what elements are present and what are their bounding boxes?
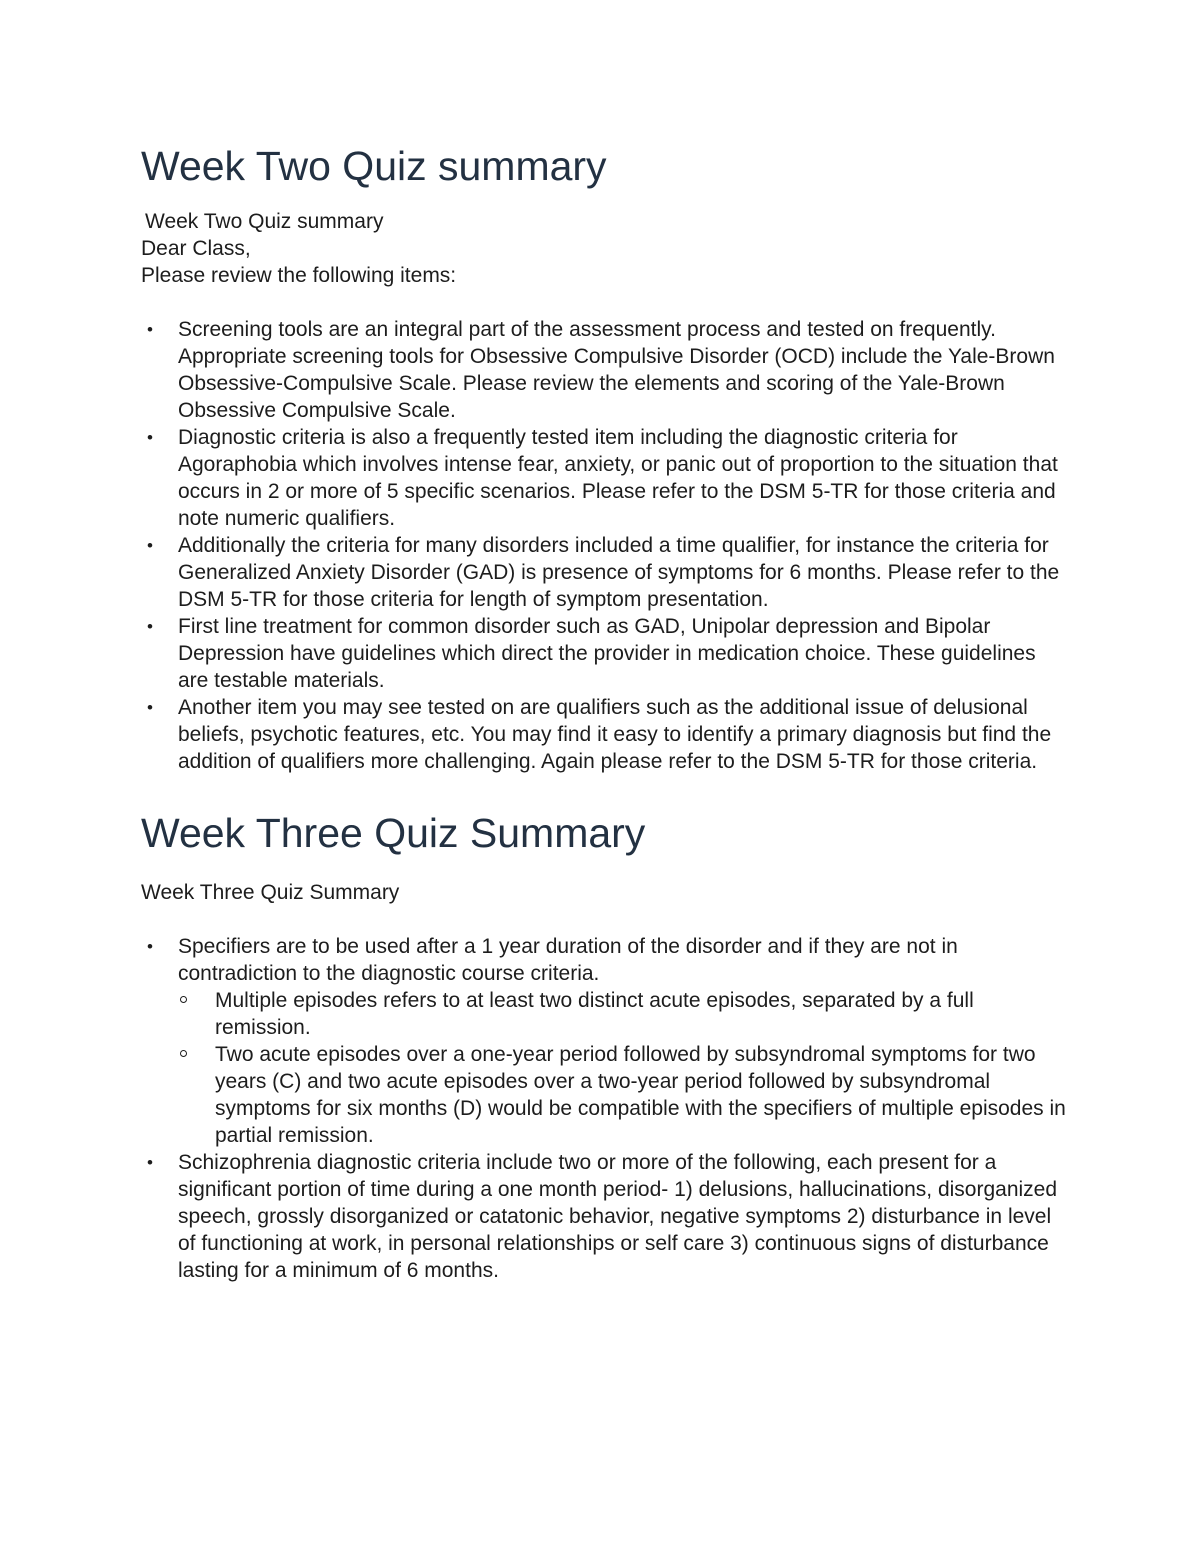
bullet-icon: • <box>147 698 153 717</box>
list-item-text: Diagnostic criteria is also a frequently tested item including the diagnostic criteria for Agoraphobia which involves intense fear, anxiety, or panic out of proportion to the situation that occurs in 2 or more of 5 specific scenarios. Please refer to the DSM 5-TR for those criteria and note numeric qualifiers. <box>178 426 1058 530</box>
bullet-icon: • <box>147 1153 153 1172</box>
list-item-text: Another item you may see tested on are qualifiers such as the additional issue of delusional beliefs, psychotic features, etc. You may find it easy to identify a primary diagnosis but find the addition of qualifiers more challenging. Again please refer to the DSM 5-TR for those criteria. <box>178 696 1052 773</box>
list-item <box>141 933 1066 1149</box>
hollow-circle-bullet-icon <box>180 1050 187 1057</box>
bullet-icon: • <box>147 617 153 636</box>
week-three-heading: Week Three Quiz Summary <box>141 810 646 856</box>
list-item-text: Additionally the criteria for many disorders included a time qualifier, for instance the criteria for Generalized Anxiety Disorder (GAD) is presence of symptoms for 6 months. Please refer to the DSM 5-TR for those criteria for length of symptom presentation. <box>178 534 1060 611</box>
document-page <box>141 138 1066 1284</box>
list-item <box>141 424 1066 532</box>
bullet-icon: • <box>147 320 153 339</box>
bullet-icon: • <box>147 536 153 555</box>
list-item <box>141 1149 1066 1284</box>
week-two-section <box>141 138 1066 775</box>
sub-bullet-list <box>178 987 1066 1149</box>
list-item-text: Specifiers are to be used after a 1 year duration of the disorder and if they are not in contradiction to the diagnostic course criteria. <box>178 935 958 985</box>
week-three-subtitle: Week Three Quiz Summary <box>141 881 400 904</box>
list-item-text: Schizophrenia diagnostic criteria include two or more of the following, each present for a significant portion of time during a one month period- 1) delusions, hallucinations, disorganized speech, grossly disorganized or catatonic behavior, negative symptoms 2) disturbance in level of functioning at work, in personal relationships or self care 3) continuous signs of disturbance lasting for a minimum of 6 months. <box>178 1151 1058 1282</box>
sub-list-item <box>178 1041 1066 1149</box>
list-item <box>141 694 1066 775</box>
list-item <box>141 316 1066 424</box>
bullet-icon: • <box>147 937 153 956</box>
week-three-section <box>141 805 1066 1284</box>
intro-text: Please review the following items: <box>141 264 457 287</box>
list-item <box>141 532 1066 613</box>
list-item-text: First line treatment for common disorder such as GAD, Unipolar depression and Bipolar Depression have guidelines which direct the provider in medication choice. These guidelines are testable materials. <box>178 615 1036 692</box>
list-item-text: Screening tools are an integral part of the assessment process and tested on frequently. Appropriate screening tools for Obsessive Compulsive Disorder (OCD) include the Yale-Brown Obsessive-Compulsive Scale. Please review the elements and scoring of the Yale-Brown Obsessive Compulsive Scale. <box>178 318 1055 422</box>
hollow-circle-bullet-icon <box>180 996 187 1003</box>
greeting: Dear Class, <box>141 237 251 260</box>
list-item <box>141 613 1066 694</box>
sub-list-item-text: Multiple episodes refers to at least two distinct acute episodes, separated by a full remission. <box>215 989 974 1039</box>
week-two-bullet-list <box>141 316 1066 775</box>
bullet-icon: • <box>147 428 153 447</box>
sub-list-item <box>178 987 1066 1041</box>
week-two-subtitle: Week Two Quiz summary <box>145 210 384 233</box>
week-three-bullet-list <box>141 933 1066 1284</box>
week-two-heading: Week Two Quiz summary <box>141 143 607 189</box>
sub-list-item-text: Two acute episodes over a one-year period followed by subsyndromal symptoms for two years (C) and two acute episodes over a two-year period followed by subsyndromal symptoms for six months (D) would be compatible with the specifiers of multiple episodes in partial remission. <box>215 1043 1066 1147</box>
